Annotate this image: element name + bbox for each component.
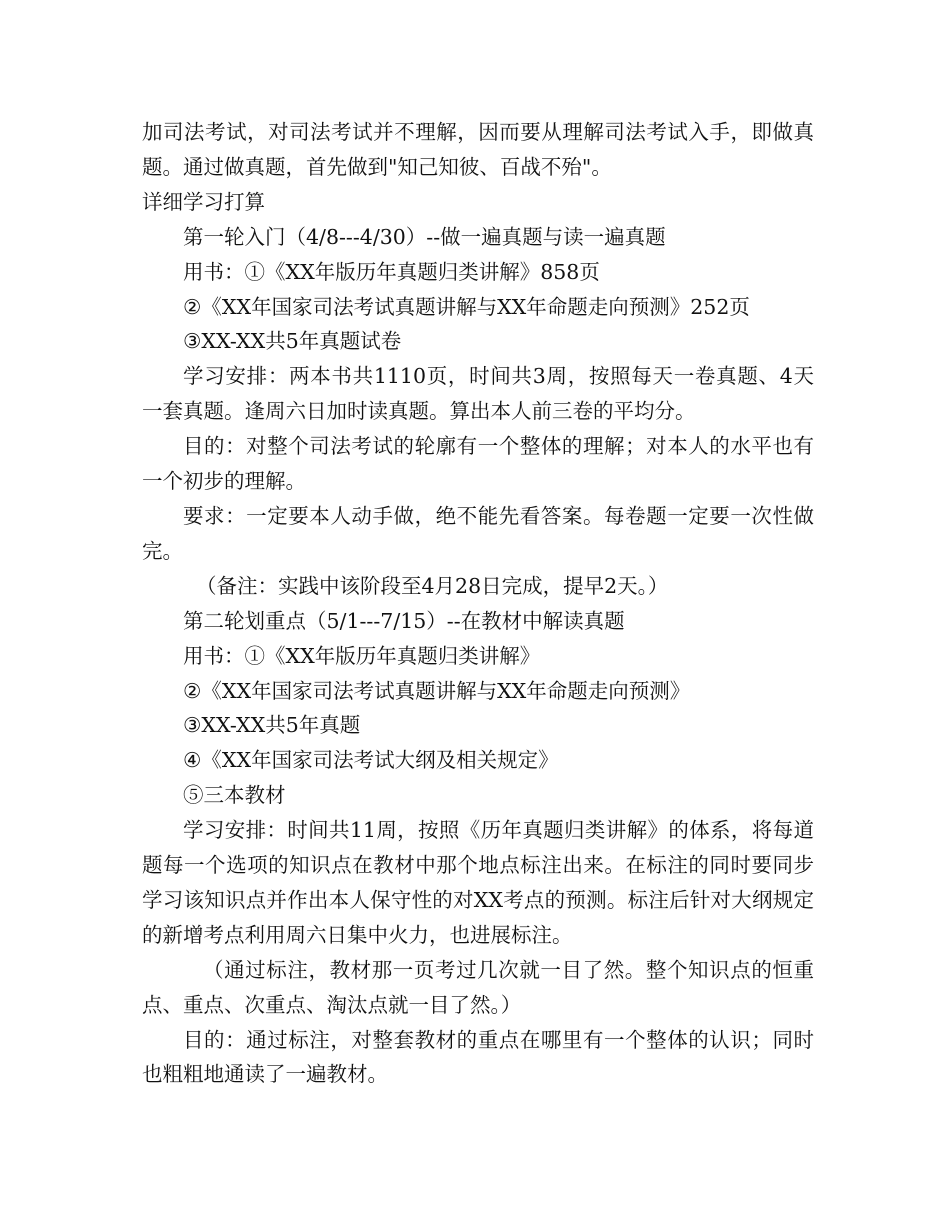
round-two-book-2: ②《XX年国家司法考试真题讲解与XX年命题走向预测》	[183, 678, 691, 703]
round-two-book-3: ③XX-XX共5年真题	[183, 713, 361, 738]
round-one-book-3: ③XX-XX共5年真题试卷	[183, 329, 402, 354]
round-one-book-1: 用书：①《XX年版历年真题归类讲解》858页	[183, 259, 600, 284]
round-two-book-1: 用书：①《XX年版历年真题归类讲解》	[183, 643, 541, 668]
round-one-purpose: 目的：对整个司法考试的轮廓有一个整体的理解；对本人的水平也有一个初步的理解。	[142, 434, 814, 494]
paragraph-intro-continuation: 加司法考试，对司法考试并不理解，因而要从理解司法考试入手，即做真题。通过做真题，首先做到"知己知彼、百战不殆"。	[142, 120, 814, 179]
round-two-schedule: 学习安排：时间共11周，按照《历年真题归类讲解》的体系，将每道题每一个选项的知识点在教材中那个地点标注出来。在标注的同时要同步学习该知识点并作出本人保守性的对XX考点的预测。标注后针对大纲规定的新增考点利用周六日集中火力，也进展标注。	[142, 818, 814, 947]
round-one-note: （备注：实践中该阶段至4月28日完成，提早2天。）	[196, 573, 669, 598]
round-two-note: （通过标注，教材那一页考过几次就一目了然。整个知识点的恒重点、重点、次重点、淘汰点就一目了然。）	[142, 957, 814, 1017]
round-one-requirement: 要求：一定要本人动手做，绝不能先看答案。每卷题一定要一次性做完。	[142, 503, 814, 563]
round-two-book-5: ⑤三本教材	[183, 783, 286, 808]
round-two-book-4: ④《XX年国家司法考试大纲及相关规定》	[183, 748, 559, 773]
section-heading-study-plan: 详细学习打算	[142, 189, 265, 214]
round-one-schedule: 学习安排：两本书共1110页，时间共3周，按照每天一卷真题、4天一套真题。逢周六日加时读真题。算出本人前三卷的平均分。	[142, 364, 814, 424]
document-body	[142, 115, 814, 1092]
round-one-heading: 第一轮入门（4/8---4/30）--做一遍真题与读一遍真题	[183, 224, 666, 249]
round-two-purpose: 目的：通过标注，对整套教材的重点在哪里有一个整体的认识；同时也粗粗地通读了一遍教材。	[142, 1027, 814, 1087]
round-one-book-2: ②《XX年国家司法考试真题讲解与XX年命题走向预测》252页	[183, 294, 750, 319]
round-two-heading: 第二轮划重点（5/1---7/15）--在教材中解读真题	[183, 608, 625, 633]
